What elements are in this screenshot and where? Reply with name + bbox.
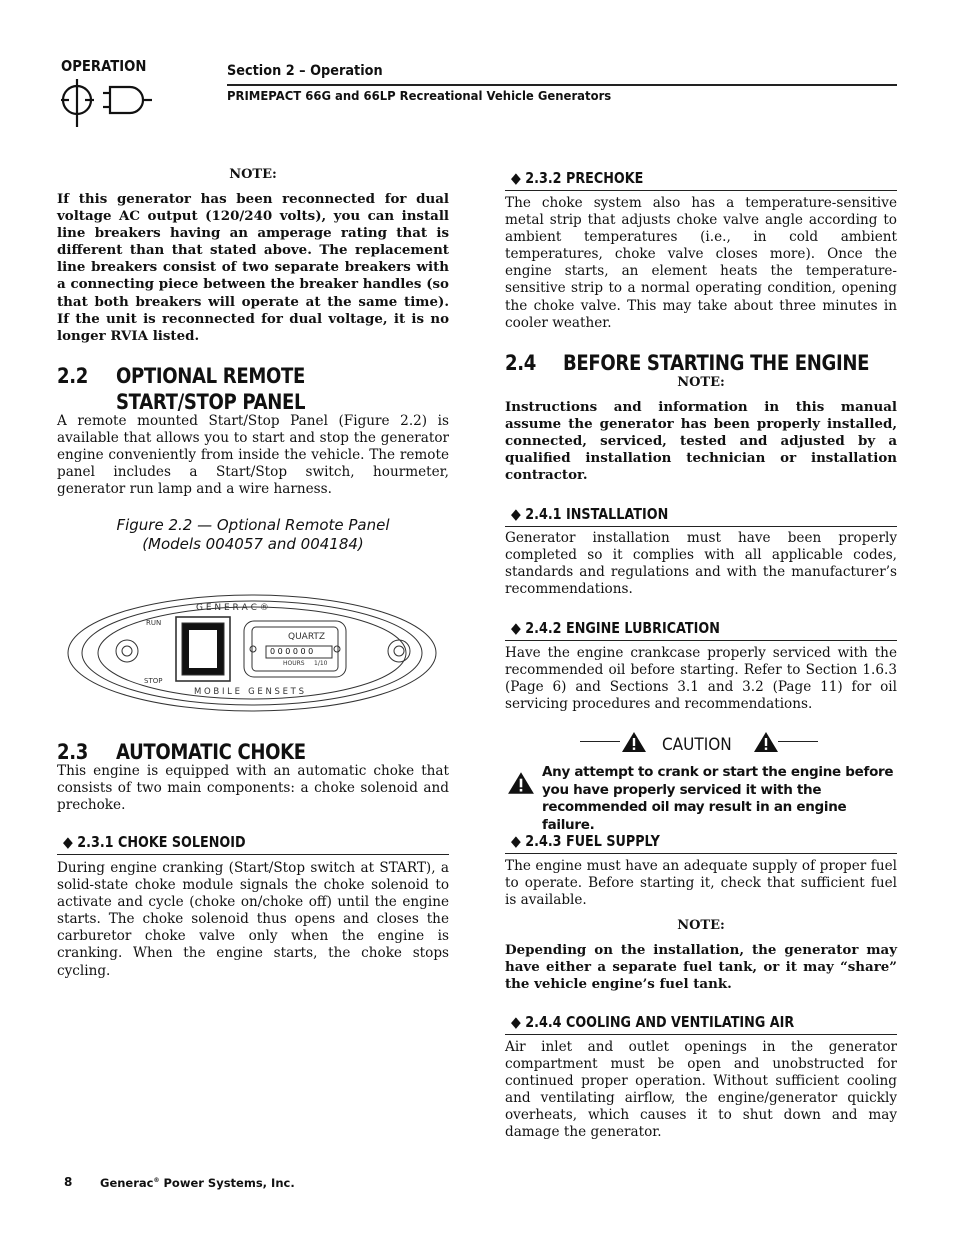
section-heading: BEFORE STARTING THE ENGINE — [563, 351, 870, 375]
subsection-heading: ◆ 2.4.2 ENGINE LUBRICATION — [511, 619, 720, 637]
subsection-rule — [505, 1034, 897, 1035]
footer-company — [100, 1176, 295, 1190]
section-heading: AUTOMATIC CHOKE — [116, 740, 306, 764]
subsection-rule — [505, 640, 897, 641]
subsection-rule — [505, 526, 897, 527]
operation-logo-text: OPERATION — [61, 57, 147, 75]
hourmeter-tenths: 1/10 — [314, 660, 328, 667]
subsection-heading: ◆ 2.4.1 INSTALLATION — [511, 505, 669, 523]
section-heading: OPTIONAL REMOTE — [116, 364, 305, 388]
hourmeter-digits: 0 0 0 0 0 0 — [270, 647, 314, 656]
section-heading-line2: START/STOP PANEL — [116, 390, 306, 414]
subsection-heading: ◆ 2.3.1 CHOKE SOLENOID — [63, 833, 246, 851]
figure-caption: Figure 2.2 — Optional Remote Panel — [116, 516, 390, 534]
header-rule — [227, 84, 897, 86]
figure-caption-line2: (Models 004057 and 004184) — [142, 535, 364, 553]
note-text: If this generator has been reconnected for dual voltage AC output (120/240 volts), you can install line breakers having an amperage rating that is different than that stated above. The replacement line breakers consist of two separate breakers with a connecting piece between the breaker handles (so that both breakers will operate at the same time). If the unit is reconnected for dual voltage, it is no longer RVIA listed. — [57, 191, 449, 344]
paragraph: A remote mounted Start/Stop Panel (Figure 2.2) is available that allows you to start and stop the generator engine conveniently from inside the vehicle. The remote panel includes a Start/Stop switch, hourmeter, generator run lamp and a wire harness. — [57, 413, 449, 498]
registered-mark: ® — [153, 1177, 160, 1185]
caution-text: Any attempt to crank or start the engine before you have properly serviced it with the recommended oil may result in an engine failure. — [542, 764, 894, 833]
paragraph: Generator installation must have been properly completed so it complies with all applicable codes, standards and regulations and with the manufacturer’s recommendations. — [505, 530, 897, 598]
warning-icon — [621, 731, 647, 753]
warning-icon — [753, 731, 779, 753]
paragraph: The choke system also has a temperature-sensitive metal strip that adjusts choke valve angle according to ambient temperatures (i.e., in cold ambient temperatures, choke valve closes more). Once the engine starts, an element heats the temperature-sensitive strip to a normal operating condition, opening the choke valve. This may take about three minutes in cooler weather. — [505, 195, 897, 331]
hourmeter-hours: HOURS — [283, 660, 305, 667]
document-subtitle: PRIMEPACT 66G and 66LP Recreational Vehicle Generators — [227, 88, 612, 103]
subsection-heading: ◆ 2.3.2 PRECHOKE — [511, 169, 644, 187]
note-label: NOTE: — [677, 375, 725, 390]
paragraph: This engine is equipped with an automatic choke that consists of two main components: a choke solenoid and prechoke. — [57, 763, 449, 814]
paragraph: Have the engine crankcase properly serviced with the recommended oil before starting. Refer to Section 1.6.3 (Page 6) and Sections 3.1 and 3.2 (Page 11) for oil servicing procedures and recommendations. — [505, 645, 897, 713]
subsection-rule — [57, 854, 449, 855]
note-text: Depending on the installation, the generator may have either a separate fuel tank, or it may “share” the vehicle engine’s fuel tank. — [505, 942, 897, 993]
note-label: NOTE: — [677, 918, 725, 933]
section-number: 2.2 — [57, 364, 88, 388]
page-number: 8 — [64, 1175, 73, 1189]
section-title: Section 2 – Operation — [227, 63, 383, 79]
panel-bottom-text: M O B I L E G E N S E T S — [194, 687, 304, 697]
caution-rule-left — [580, 741, 620, 742]
subsection-rule — [505, 190, 897, 191]
footer-company-rest: Power Systems, Inc. — [159, 1176, 295, 1190]
remote-panel-figure — [66, 593, 438, 713]
footer-company-name: Generac — [100, 1176, 154, 1190]
section-number: 2.3 — [57, 740, 88, 764]
stop-label: STOP — [144, 677, 163, 685]
plug-icon — [58, 77, 158, 129]
paragraph: During engine cranking (Start/Stop switch at START), a solid-state choke module signals the choke solenoid to activate and cycle (choke on/choke off) until the engine starts. The choke solenoid thus opens and closes the carburetor choke valve only when the engine is cranking. When the engine starts, the choke stops cycling. — [57, 860, 449, 979]
caution-rule-right — [778, 741, 818, 742]
subsection-rule — [505, 853, 897, 854]
paragraph: Air inlet and outlet openings in the generator compartment must be open and unobstructed for continued proper operation. Without sufficient cooling and ventilating airflow, the engine/generator quickly overheats, which causes it to shut down and may damage the generator. — [505, 1039, 897, 1141]
caution-label: CAUTION — [662, 735, 732, 755]
subsection-heading: ◆ 2.4.4 COOLING AND VENTILATING AIR — [511, 1013, 795, 1031]
subsection-heading: ◆ 2.4.3 FUEL SUPPLY — [511, 832, 660, 850]
hourmeter-brand: QUARTZ — [288, 632, 326, 642]
section-number: 2.4 — [505, 351, 536, 375]
note-text: Instructions and information in this manual assume the generator has been properly installed, connected, serviced, tested and adjusted by a qualified installation technician or installation contractor. — [505, 399, 897, 484]
paragraph: The engine must have an adequate supply of proper fuel to operate. Before starting it, check that sufficient fuel is available. — [505, 858, 897, 909]
run-label: RUN — [146, 619, 162, 627]
note-label: NOTE: — [229, 167, 277, 182]
warning-icon — [507, 771, 535, 795]
panel-brand: G E N E R A C ® — [196, 603, 269, 613]
